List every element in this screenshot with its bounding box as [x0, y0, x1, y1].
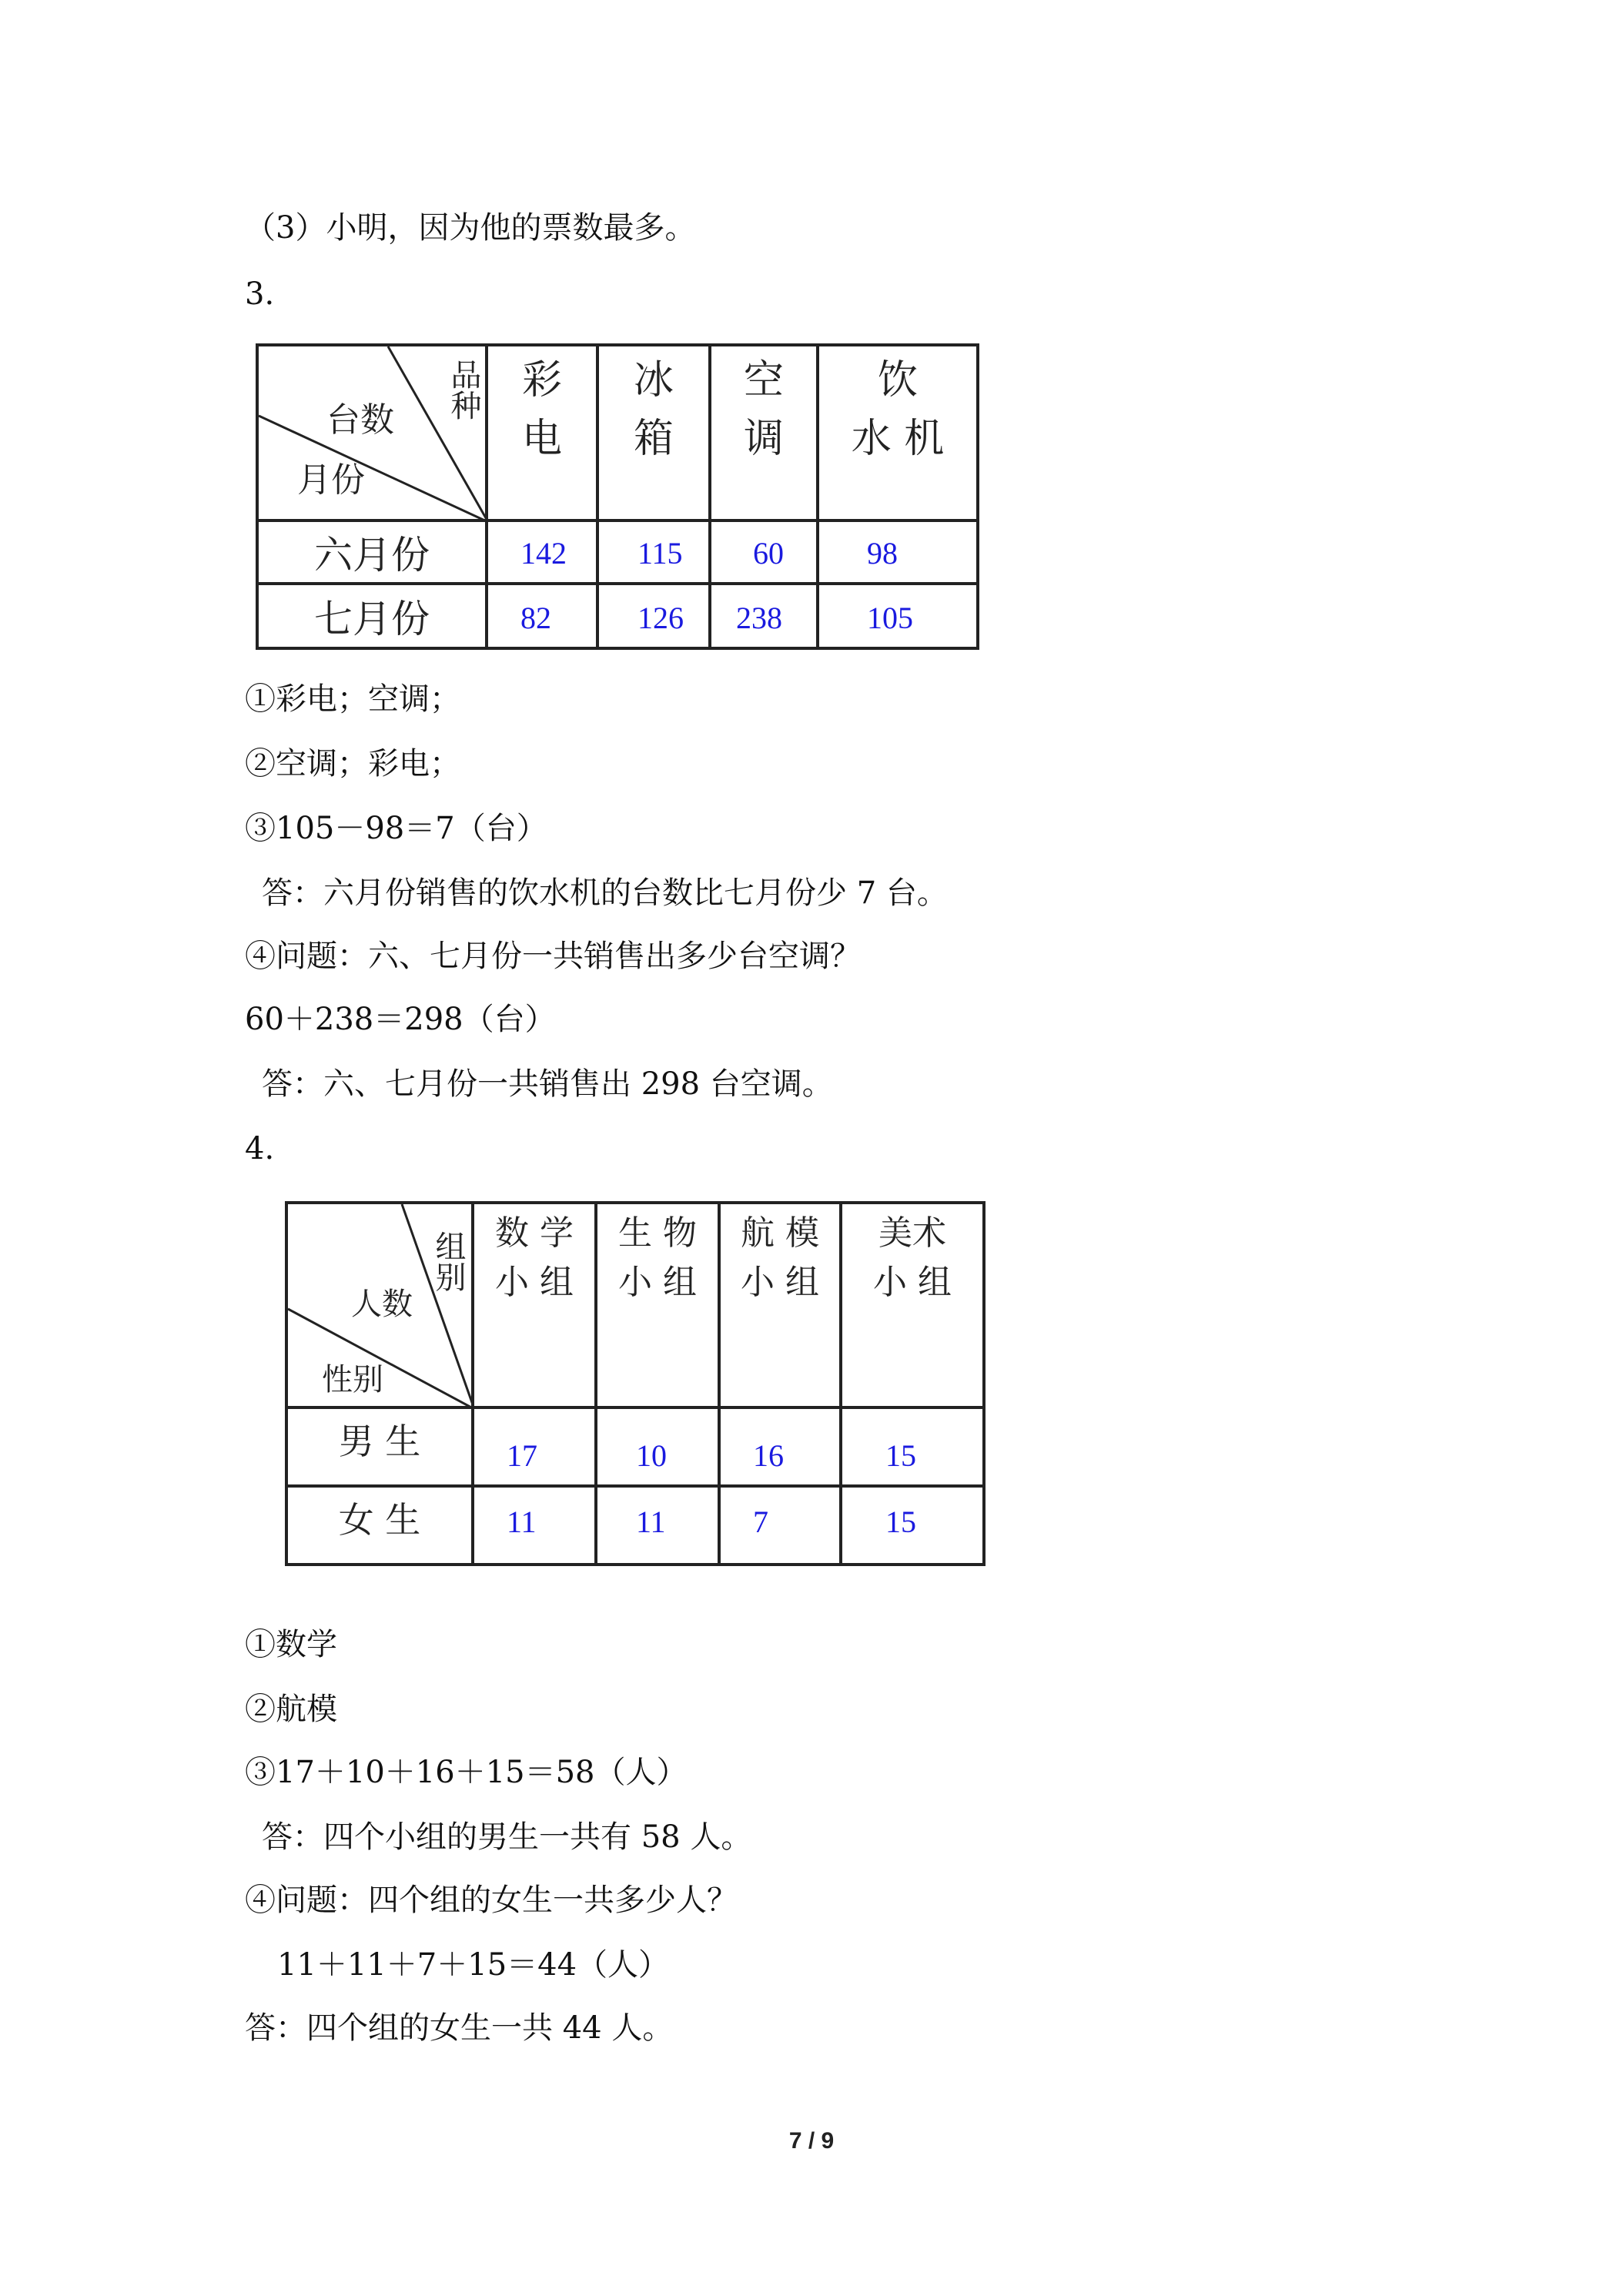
- table-row: [286, 1407, 984, 1486]
- row-label: 七月份: [257, 584, 487, 648]
- corner-label-bottom: 性别: [322, 1362, 383, 1397]
- corner-label-top: 品种: [446, 359, 481, 420]
- value-cell: 11: [596, 1486, 719, 1565]
- answer-line: 答：四个小组的男生一共有 58 人。: [262, 1819, 752, 1855]
- column-header: 航 模 小 组: [719, 1203, 841, 1407]
- value-cell: 60: [710, 520, 818, 584]
- value-cell: 16: [719, 1407, 841, 1486]
- value-cell: 105: [818, 584, 978, 648]
- table-row: [257, 520, 978, 584]
- value-cell: 98: [818, 520, 978, 584]
- corner-label-mid: 人数: [351, 1287, 413, 1322]
- sales-table: [256, 343, 979, 650]
- question-number: 3.: [245, 276, 275, 312]
- column-header: 美术 小 组: [841, 1203, 984, 1407]
- column-header: 空 调: [710, 345, 818, 520]
- answer-line: ③105－98＝7（台）: [245, 811, 547, 846]
- table-corner-cell: [257, 345, 487, 520]
- row-label: 男 生: [286, 1407, 473, 1486]
- value-cell: 115: [597, 520, 710, 584]
- value-cell: 7: [719, 1486, 841, 1565]
- value-cell: 142: [487, 520, 597, 584]
- table-row: [257, 584, 978, 648]
- value-cell: 238: [710, 584, 818, 648]
- corner-label-mid: 台数: [326, 400, 394, 440]
- value-cell: 17: [473, 1407, 596, 1486]
- answer-line: ③17＋10＋16＋15＝58（人）: [245, 1755, 688, 1790]
- column-header: 饮 水 机: [818, 345, 978, 520]
- column-header: 冰 箱: [597, 345, 710, 520]
- answer-line: ④问题：六、七月份一共销售出多少台空调？: [245, 939, 861, 974]
- value-cell: 15: [841, 1407, 984, 1486]
- answer-line: （3）小明，因为他的票数最多。: [245, 210, 696, 246]
- answer-line: ②航模: [245, 1692, 337, 1727]
- corner-label-top: 组别: [430, 1230, 466, 1292]
- answer-line: 答：六月份销售的饮水机的台数比七月份少 7 台。: [262, 875, 948, 911]
- column-header: 彩 电: [487, 345, 597, 520]
- groups-table: [285, 1201, 986, 1566]
- question-number: 4.: [245, 1131, 275, 1166]
- answer-line: ②空调；彩电；: [245, 746, 460, 782]
- column-header: 生 物 小 组: [596, 1203, 719, 1407]
- column-header: 数 学 小 组: [473, 1203, 596, 1407]
- answer-line: 60＋238＝298（台）: [245, 1002, 556, 1037]
- answer-line: 答：六、七月份一共销售出 298 台空调。: [262, 1066, 833, 1102]
- table-corner-cell: [286, 1203, 473, 1407]
- row-label: 六月份: [257, 520, 487, 584]
- page-number: 7 / 9: [788, 2128, 835, 2154]
- value-cell: 126: [597, 584, 710, 648]
- answer-line: ④问题：四个组的女生一共多少人？: [245, 1883, 738, 1918]
- table-row: [286, 1486, 984, 1565]
- answer-line: 答：四个组的女生一共 44 人。: [245, 2010, 674, 2046]
- answer-line: 11＋11＋7＋15＝44（人）: [277, 1947, 670, 1983]
- value-cell: 11: [473, 1486, 596, 1565]
- answer-line: ①彩电；空调；: [245, 681, 460, 717]
- value-cell: 15: [841, 1486, 984, 1565]
- value-cell: 10: [596, 1407, 719, 1486]
- row-label: 女 生: [286, 1486, 473, 1565]
- value-cell: 82: [487, 584, 597, 648]
- answer-line: ①数学: [245, 1627, 337, 1662]
- corner-label-bottom: 月份: [297, 460, 365, 500]
